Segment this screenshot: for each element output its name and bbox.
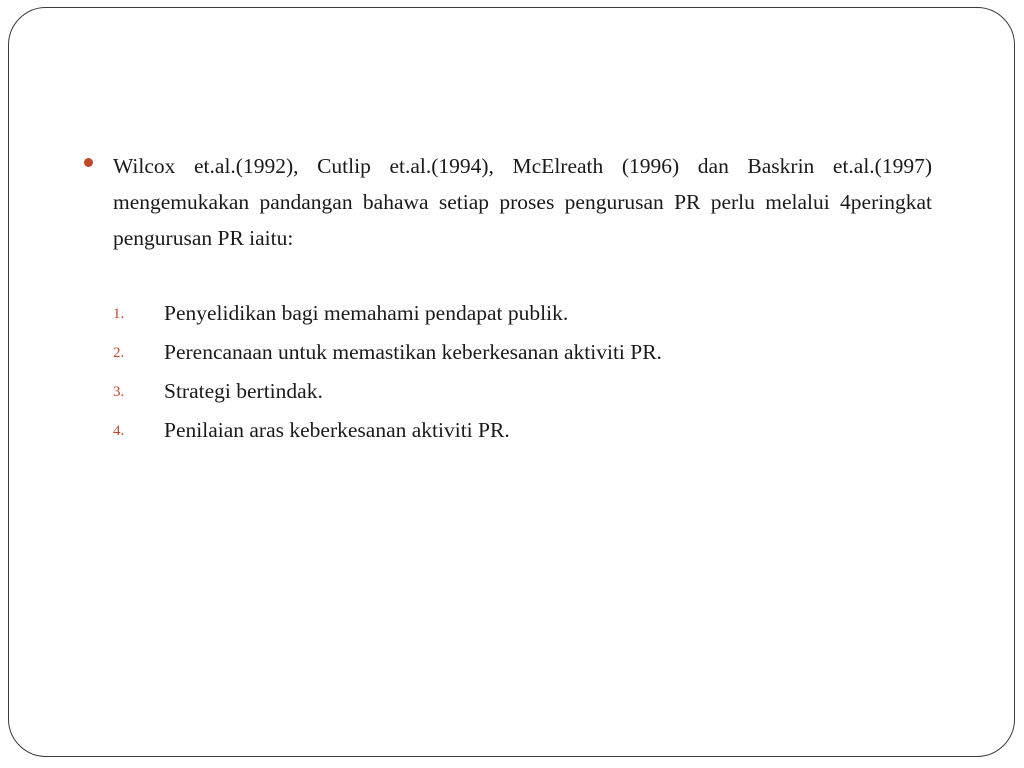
list-item-text: Strategi bertindak. <box>164 379 323 403</box>
list-item-text: Penilaian aras keberkesanan aktiviti PR. <box>164 418 510 442</box>
bullet-text: Wilcox et.al.(1992), Cutlip et.al.(1994), McElreath (1996) dan Baskrin et.al.(1997) mengemukakan pandangan bahawa setiap proses pengurusan PR perlu melalui 4peringkat pengurusan PR iaitu: <box>113 154 932 250</box>
list-number: 3. <box>113 384 125 400</box>
list-item <box>84 411 932 450</box>
list-number: 4. <box>113 423 125 439</box>
bullet-paragraph <box>84 148 932 256</box>
list-number: 1. <box>113 306 125 322</box>
slide-content <box>84 148 932 450</box>
list-item <box>84 372 932 411</box>
list-item-text: Perencanaan untuk memastikan keberkesanan aktiviti PR. <box>164 340 662 364</box>
numbered-list <box>84 294 932 450</box>
list-item <box>84 294 932 333</box>
list-item-text: Penyelidikan bagi memahami pendapat publik. <box>164 301 569 325</box>
list-number: 2. <box>113 345 125 361</box>
round-bullet-icon <box>84 158 93 167</box>
list-item <box>84 333 932 372</box>
